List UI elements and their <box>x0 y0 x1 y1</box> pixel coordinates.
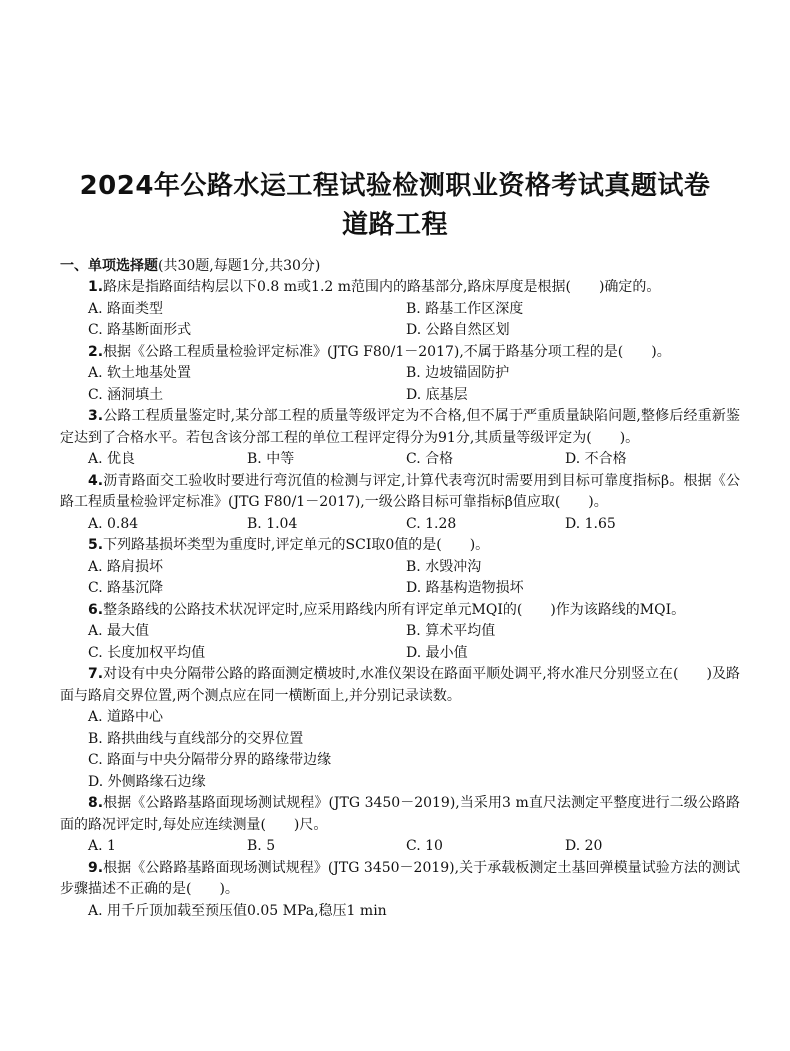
question-stem: 沥青路面交工验收时要进行弯沉值的检测与评定,计算代表弯沉时需要用到目标可靠度指标β。根据《公路工程质量检验评定标准》(JTG F80/1－2017),一级公路目标可靠指标β值应取( )。 <box>60 472 740 510</box>
option-a: A. 优良 <box>88 451 136 467</box>
option-c: C. 路基断面形式 <box>88 322 192 338</box>
option-d: D. 不合格 <box>565 451 627 467</box>
option-c: C. 合格 <box>406 451 454 467</box>
question-stem: 对设有中央分隔带公路的路面测定横坡时,水准仪架设在路面平顺处调平,将水准尺分别竖立在( )及路面与路肩交界位置,两个测点应在同一横断面上,并分别记录读数。 <box>60 666 740 704</box>
question-stem: 下列路基损坏类型为重度时,评定单元的SCI取0值的是( )。 <box>103 537 490 553</box>
question-stem: 路床是指路面结构层以下0.8 m或1.2 m范围内的路基部分,路床厚度是根据( )确定的。 <box>103 279 661 295</box>
question-number: 9. <box>88 859 104 876</box>
question-7 <box>60 664 740 793</box>
question-5 <box>60 535 740 600</box>
option-c: C. 路基沉降 <box>88 580 164 596</box>
section-heading-note: (共30题,每题1分,共30分) <box>158 258 321 274</box>
option-d: D. 路基构造物损坏 <box>406 580 524 596</box>
option-d: D. 20 <box>565 838 603 854</box>
option-b: B. 算术平均值 <box>406 623 496 639</box>
option-a: A. 软土地基处置 <box>88 365 192 381</box>
option-d: D. 外侧路缘石边缘 <box>88 773 206 790</box>
question-list <box>60 255 740 922</box>
section-heading-label: 一、单项选择题 <box>60 258 158 274</box>
option-b: B. 水毁冲沟 <box>406 558 482 575</box>
question-stem: 根据《公路工程质量检验评定标准》(JTG F80/1－2017),不属于路基分项工程的是( )。 <box>103 343 671 360</box>
question-stem: 根据《公路路基路面现场测试规程》(JTG 3450－2019),关于承载板测定土基回弹模量试验方法的测试步骤描述不正确的是( )。 <box>60 859 740 897</box>
option-d: D. 底基层 <box>406 386 468 403</box>
question-8 <box>60 793 740 858</box>
question-6 <box>60 600 740 665</box>
option-b: B. 5 <box>247 838 276 854</box>
option-a: A. 1 <box>88 838 116 854</box>
question-number: 3. <box>88 408 104 424</box>
option-d: D. 1.65 <box>565 515 616 532</box>
question-number: 8. <box>88 795 104 811</box>
option-c: C. 涵洞填土 <box>88 386 164 403</box>
option-a: A. 0.84 <box>88 515 139 532</box>
option-b: B. 中等 <box>247 451 295 467</box>
question-3 <box>60 406 740 471</box>
option-a: A. 用千斤顶加载至预压值0.05 MPa,稳压1 min <box>88 902 387 919</box>
option-a: A. 道路中心 <box>88 709 164 725</box>
option-d: D. 公路自然区划 <box>406 322 510 338</box>
option-c: C. 长度加权平均值 <box>88 644 206 661</box>
question-number: 7. <box>88 666 104 682</box>
question-number: 6. <box>88 601 104 618</box>
option-d: D. 最小值 <box>406 644 468 661</box>
question-2 <box>60 342 740 407</box>
question-stem: 整条路线的公路技术状况评定时,应采用路线内所有评定单元MQI的( )作为该路线的MQI。 <box>103 601 686 618</box>
question-number: 1. <box>88 279 104 295</box>
section-heading <box>60 255 740 277</box>
option-b: B. 路基工作区深度 <box>406 300 524 317</box>
question-4 <box>60 471 740 536</box>
question-stem: 公路工程质量鉴定时,某分部工程的质量等级评定为不合格,但不属于严重质量缺陷问题,整修后经重新鉴定达到了合格水平。若包含该分部工程的单位工程评定得分为91分,其质量等级评定为( )。 <box>60 408 740 446</box>
option-a: A. 最大值 <box>88 623 150 639</box>
document-subtitle: 道路工程 <box>341 210 448 240</box>
question-9 <box>60 858 740 923</box>
question-number: 2. <box>88 343 104 360</box>
option-c: C. 1.28 <box>406 515 457 532</box>
option-a: A. 路肩损坏 <box>88 558 164 575</box>
document-title: 2024年公路水运工程试验检测职业资格考试真题试卷 <box>79 171 711 201</box>
question-stem: 根据《公路路基路面现场测试规程》(JTG 3450－2019),当采用3 m直尺法测定平整度进行二级公路路面的路况评定时,每处应连续测量( )尺。 <box>60 795 740 833</box>
question-number: 5. <box>88 537 104 553</box>
question-1 <box>60 277 740 342</box>
option-b: B. 边坡锚固防护 <box>406 365 510 381</box>
option-a: A. 路面类型 <box>88 300 164 317</box>
option-c: C. 路面与中央分隔带分界的路缘带边缘 <box>88 752 332 768</box>
option-b: B. 1.04 <box>247 515 298 532</box>
option-b: B. 路拱曲线与直线部分的交界位置 <box>88 730 304 747</box>
question-number: 4. <box>88 472 104 489</box>
option-c: C. 10 <box>406 838 443 854</box>
